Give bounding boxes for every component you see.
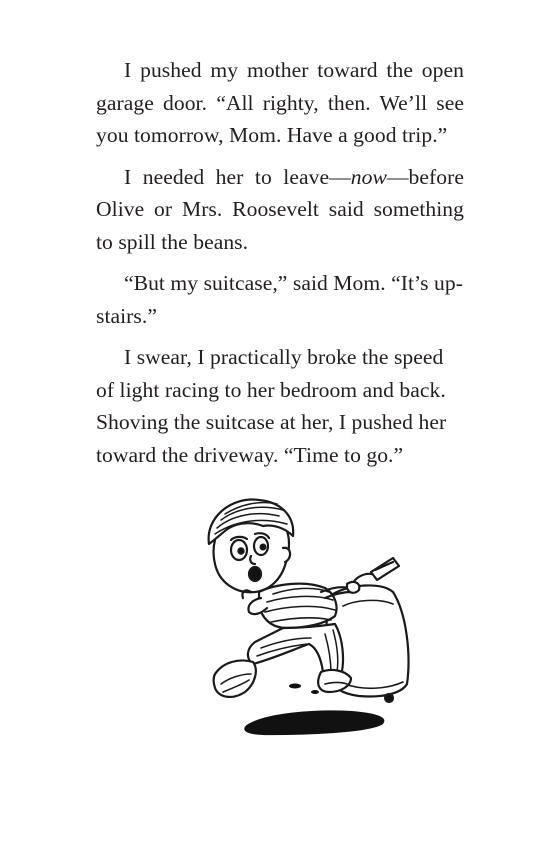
- paragraph-2-after: —before Olive or Mrs. Roosevelt said something to spill the beans.: [96, 164, 464, 254]
- body-text: [96, 54, 464, 480]
- ground-shadow: [245, 712, 383, 734]
- boy-running-with-suitcase-illustration: [175, 488, 415, 748]
- paragraph-1: I pushed my mother toward the open garage door. “All righty, then. We’ll see you tomorrow, Mom. Have a good trip.”: [96, 58, 464, 147]
- shadow-spot-2: [311, 690, 319, 694]
- paragraph-2-before: I needed her to leave—: [124, 164, 351, 189]
- paragraph-3: “But my suitcase,” said Mom. “It’s upstairs.”: [96, 271, 463, 328]
- left-shoe: [214, 661, 256, 697]
- mouth: [249, 567, 261, 581]
- suitcase-wheel: [385, 694, 393, 702]
- paragraph-2: [96, 161, 464, 259]
- shadow-spot: [289, 684, 301, 689]
- paragraph-4: I swear, I practically broke the speed of light racing to her bedroom and back. Shoving the suitcase at her, I pushed her toward the driveway. “Time to go.”: [96, 345, 447, 467]
- hand: [347, 582, 359, 593]
- emphasis-now: now: [350, 164, 387, 189]
